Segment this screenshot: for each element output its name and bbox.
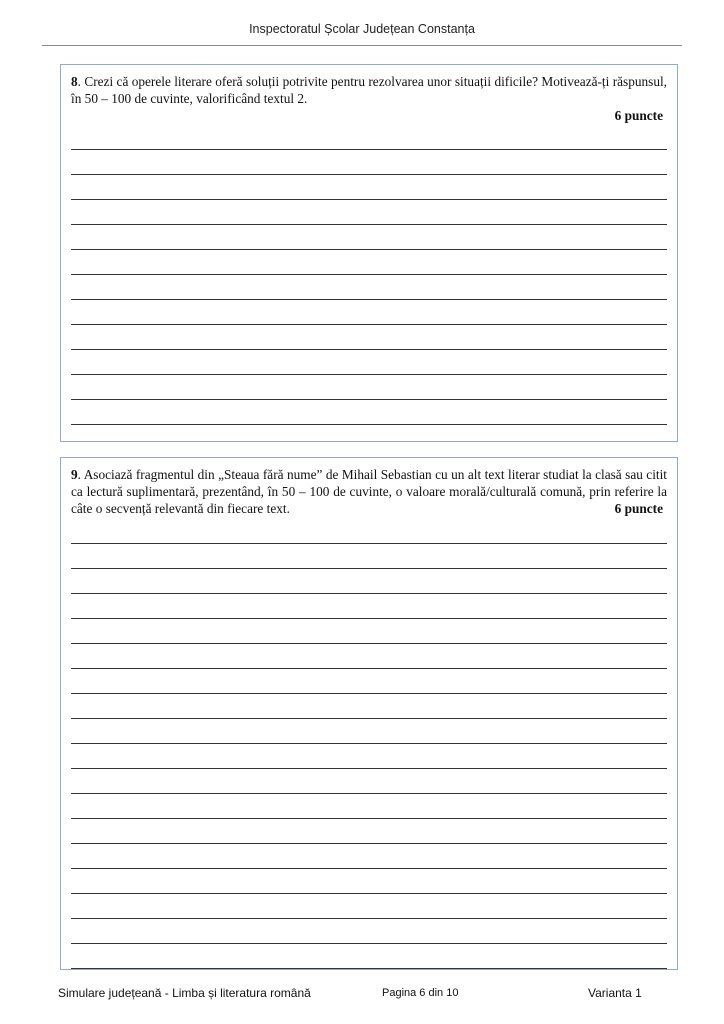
answer-line[interactable] xyxy=(71,594,667,619)
answer-line[interactable] xyxy=(71,919,667,944)
answer-line[interactable] xyxy=(71,819,667,844)
question-8-text xyxy=(71,73,667,107)
answer-line[interactable] xyxy=(71,225,667,250)
answer-line[interactable] xyxy=(71,375,667,400)
answer-line[interactable] xyxy=(71,894,667,919)
question-8-points: 6 puncte xyxy=(614,108,663,123)
question-8-box xyxy=(60,64,678,442)
question-8-number: 8 xyxy=(71,74,78,89)
question-9-text xyxy=(71,466,667,517)
answer-line[interactable] xyxy=(71,200,667,225)
question-9-prompt: . Asociază fragmentul din „Steaua fără nume” de Mihail Sebastian cu un alt text literar studiat la clasă sau citit ca lectură suplimentară, prezentând, în 50 – 100 de cuvinte, o valoare morală/culturală comună, prin referire la câte o secvență relevantă din fiecare text. xyxy=(71,467,667,516)
question-9-points: 6 puncte xyxy=(614,501,663,516)
question-8-prompt: . Crezi că operele literare oferă soluții potrivite pentru rezolvarea unor situații dificile? Motivează-ți răspunsul, în 50 – 100 de cuvinte, valorificând textul 2. xyxy=(71,74,667,106)
answer-line[interactable] xyxy=(71,769,667,794)
answer-line[interactable] xyxy=(71,150,667,175)
answer-line[interactable] xyxy=(71,619,667,644)
footer-exam-title: Simulare județeană - Limba și literatura română xyxy=(58,986,311,1000)
footer-page-number: Pagina 6 din 10 xyxy=(382,987,459,999)
answer-line[interactable] xyxy=(71,125,667,150)
answer-line[interactable] xyxy=(71,400,667,425)
question-8-answer-lines[interactable] xyxy=(71,125,667,425)
answer-line[interactable] xyxy=(71,569,667,594)
answer-line[interactable] xyxy=(71,300,667,325)
answer-line[interactable] xyxy=(71,719,667,744)
answer-line[interactable] xyxy=(71,669,667,694)
question-9-box xyxy=(60,457,678,970)
answer-line[interactable] xyxy=(71,944,667,969)
answer-line[interactable] xyxy=(71,519,667,544)
answer-line[interactable] xyxy=(71,744,667,769)
answer-line[interactable] xyxy=(71,175,667,200)
answer-line[interactable] xyxy=(71,844,667,869)
answer-line[interactable] xyxy=(71,250,667,275)
page-header: Inspectoratul Școlar Județean Constanța xyxy=(249,22,475,36)
answer-line[interactable] xyxy=(71,325,667,350)
answer-line[interactable] xyxy=(71,350,667,375)
answer-line[interactable] xyxy=(71,644,667,669)
answer-line[interactable] xyxy=(71,794,667,819)
header-divider xyxy=(42,45,682,46)
answer-line[interactable] xyxy=(71,694,667,719)
answer-line[interactable] xyxy=(71,869,667,894)
answer-line[interactable] xyxy=(71,544,667,569)
question-9-number: 9 xyxy=(71,467,78,482)
question-9-answer-lines[interactable] xyxy=(71,519,667,969)
answer-line[interactable] xyxy=(71,275,667,300)
footer-variant: Varianta 1 xyxy=(588,986,642,1000)
